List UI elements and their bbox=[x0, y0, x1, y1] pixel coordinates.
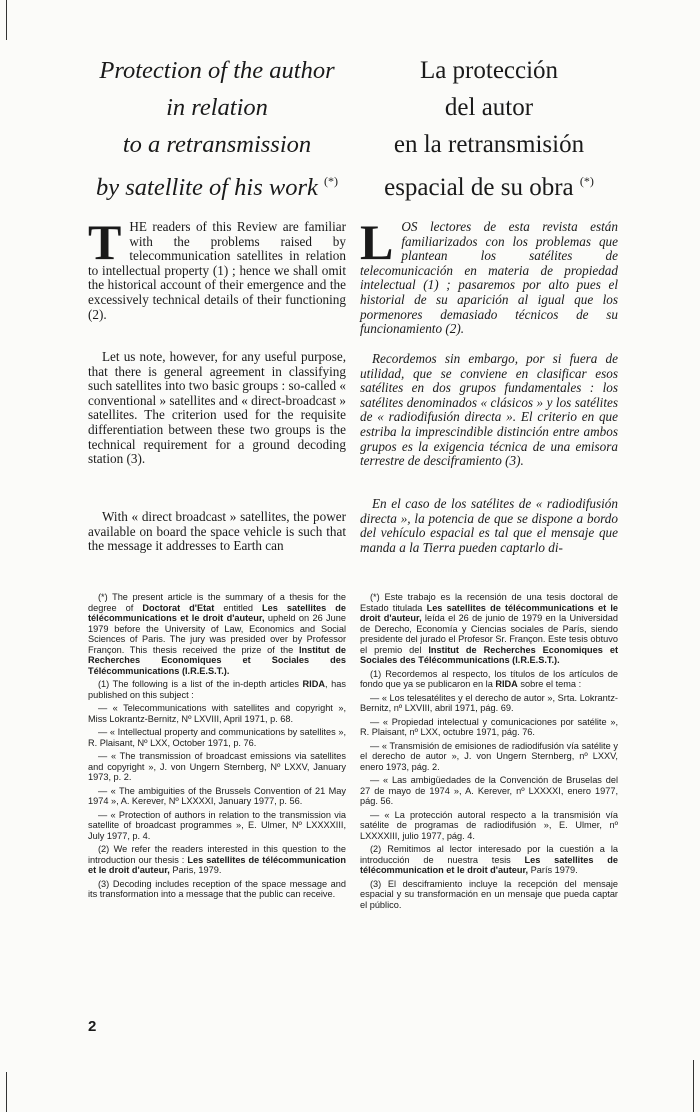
page-number: 2 bbox=[88, 1018, 97, 1035]
spanish-paragraph-2: Recordemos sin embargo, por si fuera de utilidad, que se conviene en clasificar esos satélites en dos grupos fundamentales : los satélites denominados « clásicos » y los satélites de « radiodifusión directa ». El criterio en que estriba la imprescindible distinción entre ambos grupos es la exigencia técnica de una emisora terrestre de desciframiento (3). bbox=[360, 351, 618, 469]
spanish-title-line: del autor bbox=[444, 94, 534, 121]
english-title-line-last bbox=[88, 163, 346, 206]
english-title-line: in relation bbox=[166, 94, 268, 121]
crop-mark-right bbox=[693, 1060, 694, 1112]
footnote-text: (3) Decoding includes reception of the space message and its transformation into a message that the public can receive. bbox=[88, 878, 346, 899]
spanish-title-line: en la retransmisión bbox=[393, 131, 585, 158]
footnote-text: — « Intellectual property and communications by satellites », R. Plaisant, Nº LXX, October 1971, p. 76. bbox=[88, 727, 346, 748]
footnote-item bbox=[88, 879, 346, 900]
footnote-text: — « Transmisión de emisiones de radiodifusión vía satélite y el derecho de autor », J. von Ungern Sternberg, nº LXXV, enero 1973, pág. 2. bbox=[360, 740, 618, 772]
footnote-item bbox=[360, 669, 618, 690]
footnote-text: , has published on this subject : bbox=[88, 679, 346, 700]
footnote-text: — « The ambiguities of the Brussels Convention of 21 May 1974 », A. Kerever, Nº LXXXXI, January 1977, p. 56. bbox=[88, 785, 346, 806]
english-lead-word: HE bbox=[129, 219, 147, 234]
spanish-title-line-last bbox=[360, 163, 618, 206]
footnote-bold-text: RIDA bbox=[495, 679, 518, 689]
footnote-text: sobre el tema : bbox=[517, 679, 582, 689]
english-footnotes bbox=[88, 592, 346, 903]
footnote-text: — « Protection of authors in relation to the transmission via satellite of broadcast programmes », E. Ulmer, Nº LXXXXIII, July 1977, p. 4. bbox=[88, 809, 346, 841]
english-title bbox=[88, 52, 346, 206]
footnote-item bbox=[88, 592, 346, 676]
footnote-text: upheld on 26 June 1979 before the University of Law, Economics and Social Sciences of Paris. The jury was presided over by Professor Françon. This thesis received the prize of the bbox=[88, 613, 346, 655]
footnote-text: — « Telecommunications with satellites and copyright », Miss Lokrantz-Bernitz, Nº LXVIII, April 1971, p. 68. bbox=[88, 703, 346, 724]
footnote-text: entitled bbox=[214, 602, 263, 613]
spanish-title bbox=[360, 52, 618, 206]
english-paragraph-1 bbox=[88, 214, 346, 322]
footnote-text: — « Las ambigüedades de la Convención de Bruselas del 27 de mayo de 1974 », A. Kerever, nº LXXXXI, enero 1977, pág. 56. bbox=[360, 775, 618, 806]
spanish-paragraph-1-text: lectores de esta revista están familiarizados con los problemas que plantean los satélites de telecomunicación en materia de propiedad intelectual (1) ; pasaremos por alto pues el historial de su aparición al igual que los pormenores demasiado técnicos de su funcionamiento (2). bbox=[360, 219, 618, 337]
english-title-line-text: by satellite of his work bbox=[96, 174, 318, 201]
footnote-text: París 1979. bbox=[528, 865, 578, 875]
footnote-text: — « La protección autoral respecto a la transmisión vía satélite de programas de radiodifusión », E. Ulmer, nº LXXXXIII, julio 1977, pág. 4. bbox=[360, 809, 618, 841]
footnote-item bbox=[360, 879, 618, 911]
footnote-text: (2) We refer the readers interested in this question to the introduction our thesis : bbox=[88, 844, 346, 865]
footnote-text: — « Propiedad intelectual y comunicaciones por satélite », R. Plaisant, nº LXX, octubre 1971, pág. 76. bbox=[360, 716, 618, 737]
footnote-item bbox=[88, 727, 346, 748]
footnote-item bbox=[88, 679, 346, 700]
footnote-item bbox=[360, 741, 618, 773]
footnote-bold-text: Institut de Recherches Economiques et Sociales des Télécommunications (I.R.E.S.T.). bbox=[360, 644, 618, 665]
spanish-dropcap: L bbox=[360, 214, 394, 270]
footnote-text: (2) Remitimos al lector interesado por la cuestión a la introducción de nuestra tesis bbox=[360, 844, 618, 865]
crop-mark-bottom bbox=[6, 1072, 7, 1112]
footnote-bold-text: Institut de Recherches Economiques et Sociales des Télécommunications (I.R.E.S.T.). bbox=[88, 644, 346, 676]
footnote-item bbox=[360, 592, 618, 666]
footnote-text: (*) The present article is the summary of a thesis for the degree of bbox=[88, 592, 346, 613]
spanish-paragraph-1 bbox=[360, 214, 618, 337]
footnote-item bbox=[360, 717, 618, 738]
english-title-line: to a retransmission bbox=[122, 131, 312, 158]
footnote-text: leída el 26 de junio de 1979 en la Universidad de Derecho, Economía y Ciencias sociales de París, siendo presidente del jurado el Profesor Sr. Françon. Este tesis obtuvo el premio del bbox=[360, 613, 618, 655]
spanish-footnotes bbox=[360, 592, 618, 913]
footnote-item bbox=[88, 844, 346, 876]
crop-mark-top bbox=[6, 0, 7, 40]
footnote-bold-text: Les satellites de télécommunication et le droit d'auteur, bbox=[360, 854, 618, 875]
footnote-text: (3) El desciframiento incluye la recepción del mensaje espacial y su transformación en un mensaje que pueda captar el público. bbox=[360, 878, 618, 910]
english-title-line: Protection of the author bbox=[99, 57, 335, 84]
english-paragraph-3: With « direct broadcast » satellites, the power available on board the space vehicle is such that the message it addresses to Earth can bbox=[88, 509, 346, 554]
footnote-item bbox=[360, 775, 618, 807]
footnote-text: Paris, 1979. bbox=[169, 865, 222, 875]
footnote-item bbox=[360, 844, 618, 876]
footnote-text: — « Los telesatélites y el derecho de autor », Srta. Lokrantz-Bernitz, nº LXVIII, abril 1971, pág. 69. bbox=[360, 692, 618, 713]
spanish-paragraph-3: En el caso de los satélites de « radiodifusión directa », la potencia de que se dispone a bordo del vehículo espacial es tal que el mensaje que manda a la Tierra pueden captarlo di- bbox=[360, 496, 618, 555]
footnote-bold-text: Doctorat d'Etat bbox=[142, 602, 215, 613]
footnote-text: (1) Recordemos al respecto, los títulos de los artículos de fondo que ya se publicaron en la bbox=[360, 668, 618, 689]
footnote-text: — « The transmission of broadcast emissions via satellites and copyright », J. von Ungern Sternberg, Nº LXXV, January 1973, p. 2. bbox=[88, 751, 346, 782]
english-title-note-mark: (*) bbox=[323, 174, 338, 188]
footnote-bold-text: Les satellites de télécommunications et le droit d'auteur, bbox=[88, 602, 347, 623]
spanish-lead-word: OS bbox=[401, 219, 418, 234]
footnote-bold-text: Les satellites de télécommunications et le droit d'auteur, bbox=[360, 602, 618, 623]
english-paragraph-1-text: readers of this Review are familiar with the problems raised by telecommunication satellites in relation to intellectual property (1) ; hence we shall omit the historical account of their emergence and the excessively technical details of their functioning (2). bbox=[88, 219, 346, 322]
spanish-title-line-text: espacial de su obra bbox=[384, 174, 574, 201]
spanish-title-line: La protección bbox=[419, 57, 559, 84]
footnote-item bbox=[88, 751, 346, 783]
footnote-item bbox=[360, 810, 618, 842]
footnote-bold-text: Les satellites de télécommunication et le droit d'auteur, bbox=[88, 854, 347, 875]
footnote-item bbox=[88, 810, 346, 842]
english-paragraph-2: Let us note, however, for any useful purpose, that there is general agreement in classifying such satellites into two basic groups : so-called « conventional » satellites and « direct-broadcast » satellites. The criterion used for the requisite differentiation between these two groups is the technical requirement for a ground decoding station (3). bbox=[88, 349, 346, 467]
english-dropcap: T bbox=[88, 214, 122, 270]
footnote-bold-text: RIDA bbox=[302, 679, 326, 689]
spanish-title-note-mark: (*) bbox=[579, 174, 594, 188]
footnote-item bbox=[88, 786, 346, 807]
footnote-item bbox=[88, 703, 346, 724]
footnote-text: (*) Este trabajo es la recensión de una tesis doctoral de Estado titulada bbox=[360, 592, 618, 613]
footnote-item bbox=[360, 693, 618, 714]
footnote-text: (1) The following is a list of the in-depth articles bbox=[98, 679, 303, 689]
